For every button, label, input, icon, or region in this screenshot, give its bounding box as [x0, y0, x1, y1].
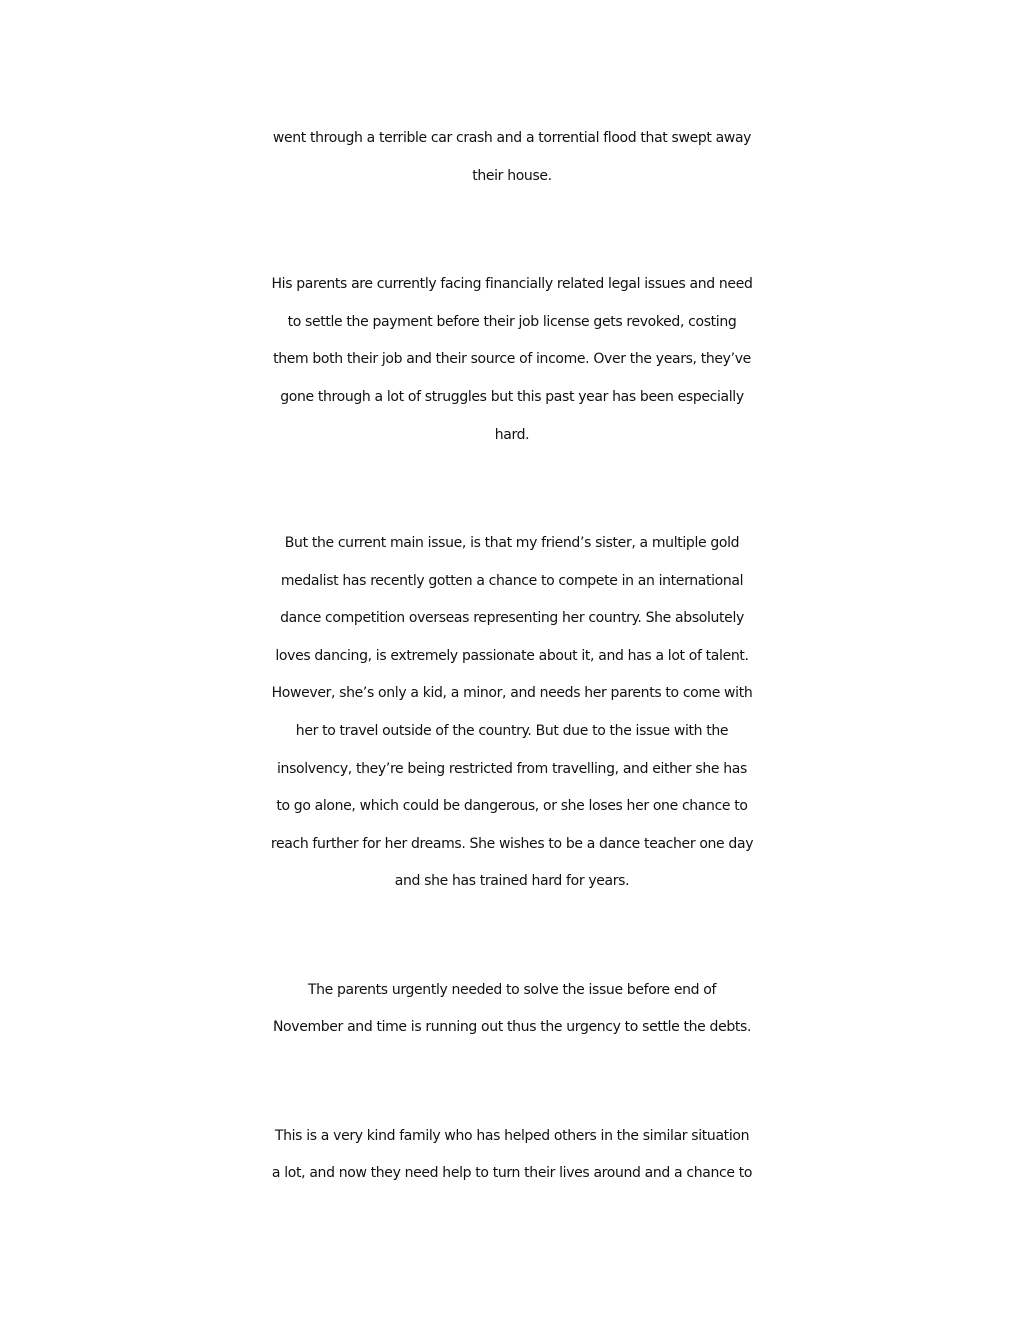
- paragraph-line: The parents urgently needed to solve the issue before end of: [307, 982, 717, 998]
- paragraph-line: went through a terrible car crash and a torrential flood that swept away: [272, 130, 752, 146]
- paragraph-line: hard.: [494, 427, 530, 443]
- paragraph-line: to settle the payment before their job license gets revoked, costing: [287, 314, 737, 330]
- paragraph-line: November and time is running out thus the urgency to settle the debts.: [272, 1019, 752, 1035]
- paragraph-line: medalist has recently gotten a chance to compete in an international: [280, 573, 744, 589]
- paragraph-line: them both their job and their source of income. Over the years, they’ve: [273, 351, 751, 367]
- paragraph-line: insolvency, they’re being restricted from travelling, and either she has: [277, 761, 747, 777]
- paragraph-line: gone through a lot of struggles but this past year has been especially: [280, 389, 744, 405]
- paragraph-line: their house.: [472, 168, 552, 184]
- paragraph-line: dance competition overseas representing her country. She absolutely: [280, 610, 744, 626]
- paragraph-line: her to travel outside of the country. But due to the issue with the: [295, 723, 729, 739]
- paragraph-line: a lot, and now they need help to turn their lives around and a chance to: [271, 1165, 753, 1181]
- paragraph-line: reach further for her dreams. She wishes to be a dance teacher one day: [270, 836, 754, 852]
- paragraph-line: loves dancing, is extremely passionate about it, and has a lot of talent.: [275, 648, 749, 664]
- paragraph-line: But the current main issue, is that my friend’s sister, a multiple gold: [284, 535, 740, 551]
- paragraph-line: His parents are currently facing financially related legal issues and need: [271, 276, 753, 292]
- paragraph-line: However, she’s only a kid, a minor, and needs her parents to come with: [271, 685, 753, 701]
- paragraph-line: to go alone, which could be dangerous, or she loses her one chance to: [276, 798, 748, 814]
- paragraph-line: and she has trained hard for years.: [394, 873, 630, 889]
- paragraph-line: This is a very kind family who has helped others in the similar situation: [274, 1128, 750, 1144]
